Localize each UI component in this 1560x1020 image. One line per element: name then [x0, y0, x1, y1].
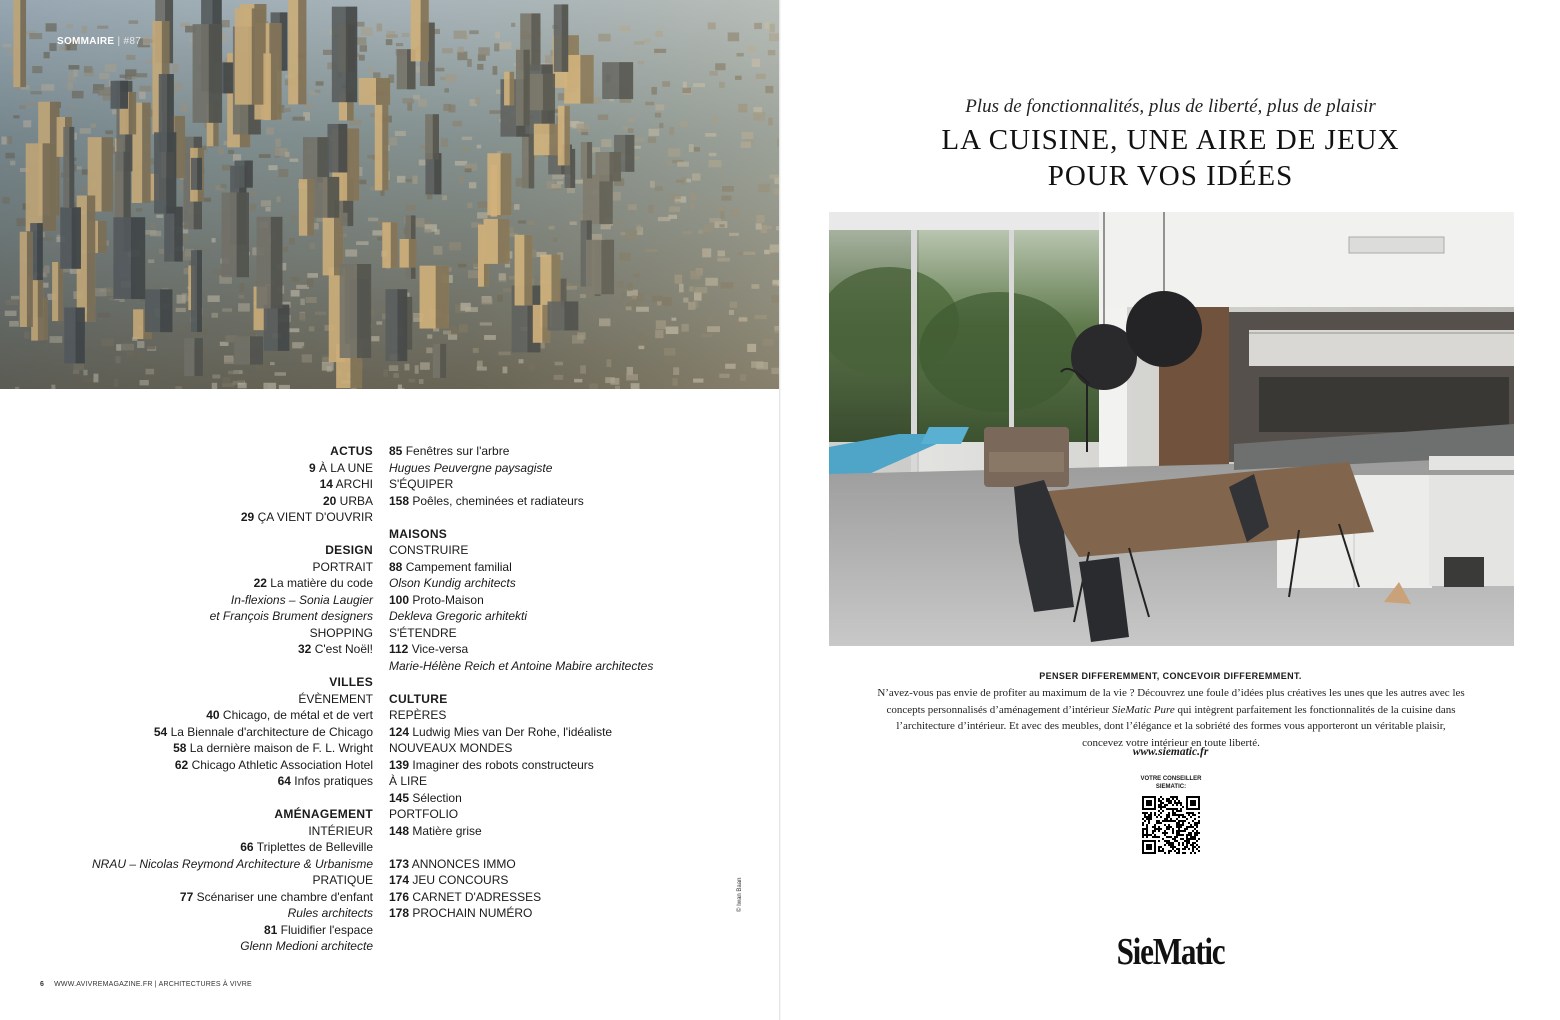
advisor-label-line-1: VOTRE CONSEILLER: [1140, 776, 1202, 782]
toc-section-heading[interactable]: CULTURE: [389, 691, 448, 706]
page-spine: [779, 0, 781, 1020]
ad-title-line-2: POUR VOS IDÉES: [1047, 160, 1294, 192]
toc-page-number: 100: [389, 592, 410, 607]
toc-section-heading[interactable]: ACTUS: [330, 444, 373, 458]
toc-section-heading[interactable]: AMÉNAGEMENT: [274, 807, 373, 821]
advisor-label-line-2: SIEMATIC:: [1155, 784, 1187, 790]
toc-page-number: 139: [389, 757, 410, 772]
advisor-label: [1121, 775, 1221, 791]
toc-credit: Hugues Peuvergne paysagiste: [389, 460, 553, 475]
toc-entry[interactable]: [389, 592, 719, 609]
issue-number: #87: [123, 36, 142, 47]
toc-spacer: [389, 839, 719, 856]
kitchen-photo: [829, 212, 1514, 646]
toc-entry[interactable]: [43, 740, 373, 757]
toc-entry[interactable]: [43, 493, 373, 510]
toc-entry[interactable]: [43, 476, 373, 493]
toc-column-left: [43, 443, 373, 955]
toc-page-number: 54: [153, 724, 168, 739]
toc-page-number: 173: [389, 856, 410, 871]
page-number: 6: [40, 981, 45, 988]
toc-spacer: [43, 790, 373, 807]
toc-subsection[interactable]: À LIRE: [389, 774, 428, 788]
toc-entry-title: URBA: [339, 493, 373, 508]
toc-subsection[interactable]: NOUVEAUX MONDES: [389, 741, 513, 755]
toc-page-number: 66: [240, 840, 254, 854]
toc-entry[interactable]: [389, 493, 719, 510]
toc-entry[interactable]: [389, 856, 719, 873]
footer-text: WWW.AVIVREMAGAZINE.FR | ARCHITECTURES À VIVRE: [54, 981, 252, 988]
toc-entry-title: La matière du code: [270, 576, 373, 590]
toc-credit: Dekleva Gregoric arhitekti: [389, 609, 528, 623]
toc-entry-title: Vice-versa: [411, 642, 469, 656]
toc-page-number: 178: [389, 906, 410, 920]
toc-entry-title: ANNONCES IMMO: [411, 856, 516, 871]
toc-entry-title: Poêles, cheminées et radiateurs: [412, 493, 584, 508]
toc-subsection[interactable]: SHOPPING: [309, 625, 373, 640]
toc-section-heading[interactable]: VILLES: [329, 675, 373, 689]
toc-entry[interactable]: [43, 922, 373, 939]
toc-entry[interactable]: [43, 575, 373, 592]
toc-page-number: 32: [297, 642, 312, 656]
toc-page-number: 40: [206, 708, 220, 722]
toc-entry-title: Fenêtres sur l'arbre: [405, 444, 510, 458]
section-header: SOMMAIRE | #87: [57, 36, 142, 47]
ad-title-line-1: LA CUISINE, UNE AIRE DE JEUX: [941, 124, 1400, 156]
toc-spacer: [389, 509, 719, 526]
toc-credit: Marie-Hélène Reich et Antoine Mabire architectes: [389, 658, 654, 673]
ad-body-part-1: N’avez-vous pas envie de profiter au maximum de la vie ? Découvrez une foule d’idées plus créatives les unes que les autres avec les concepts personnalisés d’aménagement d’intérieur: [877, 687, 1465, 716]
toc-subsection[interactable]: REPÈRES: [389, 708, 447, 722]
toc-subsection[interactable]: INTÉRIEUR: [308, 823, 373, 838]
toc-entry-title: ÇA VIENT D'OUVRIR: [257, 510, 373, 524]
toc-subsection[interactable]: CONSTRUIRE: [389, 543, 469, 557]
toc-entry-title: La dernière maison de F. L. Wright: [189, 741, 373, 755]
toc-entry-title: ARCHI: [335, 477, 373, 491]
toc-page-number: 58: [173, 741, 187, 755]
toc-entry[interactable]: [389, 790, 719, 807]
toc-entry-title: La Biennale d'architecture de Chicago: [170, 724, 373, 739]
toc-entry-title: Imaginer des robots constructeurs: [412, 757, 594, 772]
toc-subsection[interactable]: S'ÉQUIPER: [389, 477, 454, 491]
toc-entry-title: Fluidifier l'espace: [280, 922, 373, 937]
toc-entry-title: PROCHAIN NUMÉRO: [412, 906, 533, 920]
section-label: SOMMAIRE: [57, 36, 115, 47]
toc-entry[interactable]: [389, 757, 719, 774]
toc-entry-title: À LA UNE: [318, 460, 373, 475]
toc-entry[interactable]: [43, 757, 373, 774]
toc-entry-title: C'est Noël!: [314, 642, 373, 656]
toc-entry-title: Chicago Athletic Association Hotel: [191, 757, 373, 772]
toc-spacer: [43, 658, 373, 675]
ad-body-product: SieMatic Pure: [1111, 703, 1175, 716]
toc-subsection[interactable]: PRATIQUE: [312, 873, 373, 887]
toc-credit: Olson Kundig architects: [389, 576, 516, 590]
toc-entry-title: JEU CONCOURS: [412, 873, 509, 887]
toc-page-number: 174: [389, 873, 410, 887]
toc-page-number: 77: [179, 889, 194, 904]
toc-subsection[interactable]: ÉVÈNEMENT: [298, 691, 373, 706]
toc-credit: et François Brument designers: [209, 609, 373, 623]
page-footer: [40, 981, 252, 988]
toc-entry[interactable]: [389, 889, 719, 906]
ad-tagline: PENSER DIFFEREMMENT, CONCEVOIR DIFFEREMMENT.: [1039, 671, 1302, 681]
toc-entry[interactable]: [43, 641, 373, 658]
toc-page-number: 124: [389, 724, 410, 739]
toc-entry[interactable]: [389, 724, 719, 741]
toc-page-number: 62: [174, 757, 189, 772]
toc-entry[interactable]: [43, 460, 373, 477]
toc-credit: Glenn Medioni architecte: [240, 939, 373, 953]
toc-subsection[interactable]: PORTFOLIO: [389, 807, 459, 821]
toc-entry-title: Matière grise: [412, 823, 482, 838]
qr-code-icon[interactable]: [1142, 796, 1200, 854]
advertisement-page: [781, 0, 1560, 1020]
toc-entry-title: Chicago, de métal et de vert: [222, 708, 373, 722]
city-aerial-photo: [0, 0, 781, 389]
toc-entry-title: Infos pratiques: [294, 774, 373, 788]
toc-spacer: [389, 674, 719, 691]
toc-entry-title: Campement familial: [405, 559, 512, 574]
toc-entry[interactable]: [389, 823, 719, 840]
toc-entry[interactable]: [43, 889, 373, 906]
toc-page-number: 148: [389, 823, 410, 838]
ad-kicker: Plus de fonctionnalités, plus de liberté, plus de plaisir: [965, 96, 1376, 117]
toc-credit: Rules architects: [287, 906, 373, 920]
toc-entry[interactable]: [43, 839, 373, 856]
toc-page-number: 158: [389, 493, 410, 508]
ad-body-part-2: qui intègrent parfaitement les fonctionnalités de la cuisine dans l’architecture d’intérieur. Et avec des meubles, dont l’élégance et la sobriété des formes vous apporteront un véritable plaisir, concevez votre intérieur en toute liberté.: [896, 703, 1456, 749]
ad-body-text: [876, 685, 1466, 751]
siematic-logo: SieMatic: [1116, 931, 1225, 973]
toc-entry[interactable]: [389, 872, 719, 889]
toc-page-number: 112: [389, 642, 409, 656]
toc-page-number: 22: [253, 576, 267, 590]
toc-page-number: 64: [277, 774, 291, 788]
toc-page-number: 81: [263, 922, 278, 937]
toc-entry[interactable]: [43, 707, 373, 724]
toc-credit: In-flexions – Sonia Laugier: [230, 592, 373, 607]
toc-entry[interactable]: [389, 559, 719, 576]
toc-entry-title: Ludwig Mies van Der Rohe, l'idéaliste: [412, 724, 613, 739]
toc-page-number: 145: [389, 790, 410, 805]
toc-entry[interactable]: [43, 773, 373, 790]
toc-page-number: 9: [308, 460, 316, 475]
toc-page-number: 88: [389, 559, 403, 574]
toc-page-number: 14: [319, 477, 333, 491]
toc-entry[interactable]: [43, 509, 373, 526]
toc-entry-title: Scénariser une chambre d'enfant: [196, 889, 373, 904]
toc-entry[interactable]: [389, 443, 719, 460]
toc-column-right: [389, 443, 719, 922]
toc-section-heading[interactable]: DESIGN: [325, 543, 373, 557]
toc-subsection[interactable]: S'ÉTENDRE: [389, 625, 457, 640]
toc-entry-title: CARNET D'ADRESSES: [412, 889, 542, 904]
toc-page-number: 20: [322, 493, 337, 508]
toc-spacer: [43, 526, 373, 543]
toc-entry-title: Proto-Maison: [412, 592, 484, 607]
toc-entry[interactable]: [43, 724, 373, 741]
toc-entry[interactable]: [389, 905, 719, 922]
toc-section-heading[interactable]: MAISONS: [389, 526, 448, 541]
toc-entry[interactable]: [389, 641, 719, 658]
toc-entry-title: Sélection: [412, 790, 462, 805]
toc-page-number: 176: [389, 889, 410, 904]
toc-page-number: 29: [240, 510, 255, 524]
toc-entry-title: Triplettes de Belleville: [256, 840, 373, 854]
ad-title: [781, 122, 1560, 194]
photo-credit: © Iwan Baan: [737, 877, 743, 912]
toc-subsection[interactable]: PORTRAIT: [312, 559, 373, 574]
ad-website-link[interactable]: www.siematic.fr: [1132, 746, 1209, 758]
toc-page-number: 85: [389, 444, 403, 458]
toc-credit: NRAU – Nicolas Reymond Architecture & Urbanisme: [92, 856, 373, 871]
